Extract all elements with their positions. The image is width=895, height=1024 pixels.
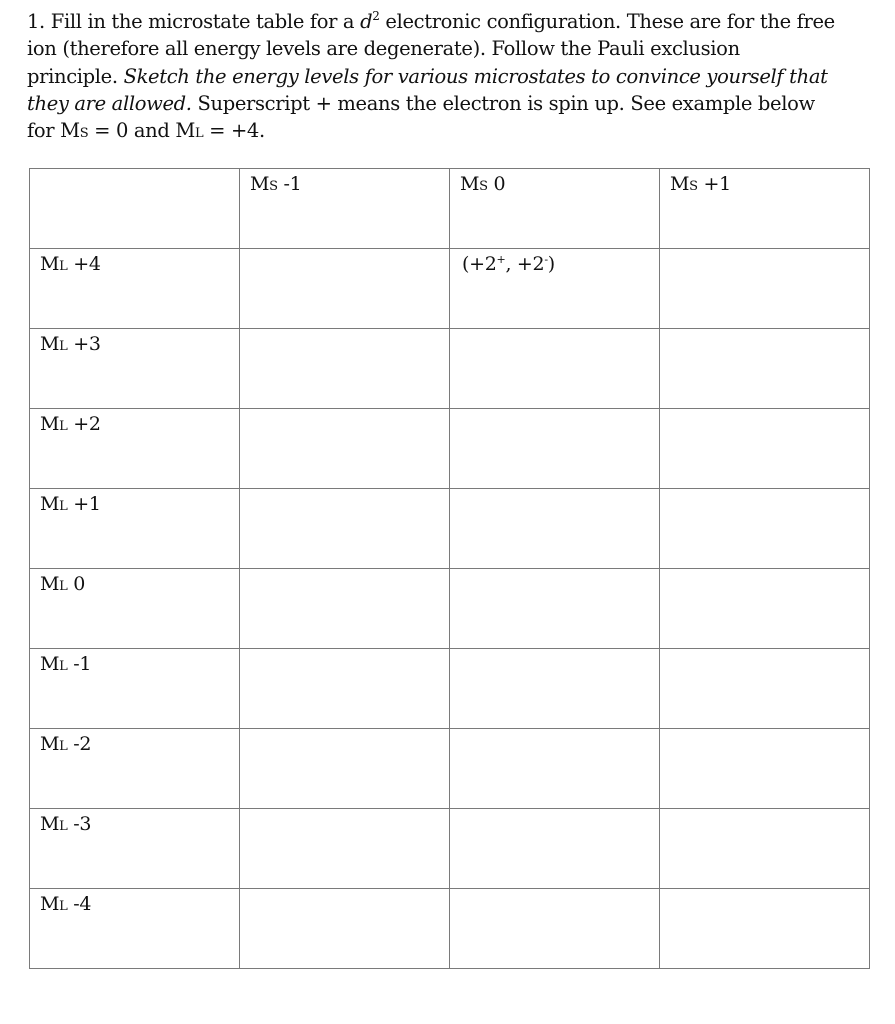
row-label-ml-minus-3: ML -3 xyxy=(30,809,240,889)
answer-cell[interactable] xyxy=(240,809,450,889)
answer-cell[interactable] xyxy=(240,569,450,649)
d-symbol: d xyxy=(360,10,373,33)
answer-cell[interactable] xyxy=(660,889,870,969)
table-row xyxy=(30,729,870,809)
answer-cell[interactable] xyxy=(240,329,450,409)
question-text-part: = +4. xyxy=(209,119,265,143)
question-text-part: Superscript + means the electron is spin up. See example below xyxy=(197,91,815,115)
answer-cell[interactable] xyxy=(660,489,870,569)
row-label-ml-minus-1: ML -1 xyxy=(30,649,240,729)
question-text-part: principle. xyxy=(27,64,118,88)
question-text-part: Fill in the microstate table for a xyxy=(50,10,355,33)
question-line-4 xyxy=(27,90,872,117)
row-label-ml-minus-2: ML -2 xyxy=(30,729,240,809)
italic-instruction: Sketch the energy levels for various microstates to convince yourself that xyxy=(123,64,828,88)
answer-cell[interactable] xyxy=(240,409,450,489)
table-row xyxy=(30,809,870,889)
answer-cell[interactable] xyxy=(450,569,660,649)
answer-cell[interactable] xyxy=(450,329,660,409)
answer-cell[interactable] xyxy=(660,249,870,329)
table-header-row xyxy=(30,169,870,249)
italic-instruction: they are allowed. xyxy=(27,91,192,115)
answer-cell[interactable] xyxy=(240,889,450,969)
answer-cell[interactable] xyxy=(450,409,660,489)
table-row xyxy=(30,649,870,729)
answer-cell[interactable] xyxy=(450,889,660,969)
table-row xyxy=(30,569,870,649)
answer-cell[interactable] xyxy=(240,649,450,729)
row-label-ml-plus-1: ML +1 xyxy=(30,489,240,569)
question-text-part: for M xyxy=(27,119,80,143)
d-exponent: 2 xyxy=(372,8,380,23)
example-cell[interactable] xyxy=(450,249,660,329)
microstate-table xyxy=(29,168,870,969)
question-line-1 xyxy=(27,8,872,35)
question-line-3 xyxy=(27,63,872,90)
header-ms-0: MS 0 xyxy=(450,169,660,249)
row-label-ml-plus-3: ML +3 xyxy=(30,329,240,409)
answer-cell[interactable] xyxy=(450,649,660,729)
example-microstate: (+2+, +2-) xyxy=(462,253,555,275)
row-label-ml-plus-4: ML +4 xyxy=(30,249,240,329)
answer-cell[interactable] xyxy=(660,729,870,809)
answer-cell[interactable] xyxy=(240,729,450,809)
corner-cell xyxy=(30,169,240,249)
question-text-part: electronic configuration. These are for the free xyxy=(385,10,835,33)
answer-cell[interactable] xyxy=(240,489,450,569)
table-row xyxy=(30,489,870,569)
table-row xyxy=(30,249,870,329)
ml-subscript: L xyxy=(194,126,204,142)
question-line-5 xyxy=(27,117,872,147)
answer-cell[interactable] xyxy=(240,249,450,329)
row-label-ml-plus-2: ML +2 xyxy=(30,409,240,489)
answer-cell[interactable] xyxy=(660,409,870,489)
table-row xyxy=(30,329,870,409)
ms-subscript: S xyxy=(79,126,89,142)
question-text-part: = 0 and M xyxy=(94,119,195,143)
table-row xyxy=(30,889,870,969)
header-ms-minus-1: MS -1 xyxy=(240,169,450,249)
answer-cell[interactable] xyxy=(450,729,660,809)
question-line-2: ion (therefore all energy levels are degenerate). Follow the Pauli exclusion xyxy=(27,37,740,61)
row-label-ml-0: ML 0 xyxy=(30,569,240,649)
table-row xyxy=(30,409,870,489)
header-ms-plus-1: MS +1 xyxy=(660,169,870,249)
answer-cell[interactable] xyxy=(660,809,870,889)
question-number: 1. xyxy=(27,10,45,33)
answer-cell[interactable] xyxy=(660,329,870,409)
answer-cell[interactable] xyxy=(660,569,870,649)
row-label-ml-minus-4: ML -4 xyxy=(30,889,240,969)
answer-cell[interactable] xyxy=(450,489,660,569)
question-text xyxy=(27,8,872,147)
answer-cell[interactable] xyxy=(660,649,870,729)
answer-cell[interactable] xyxy=(450,809,660,889)
